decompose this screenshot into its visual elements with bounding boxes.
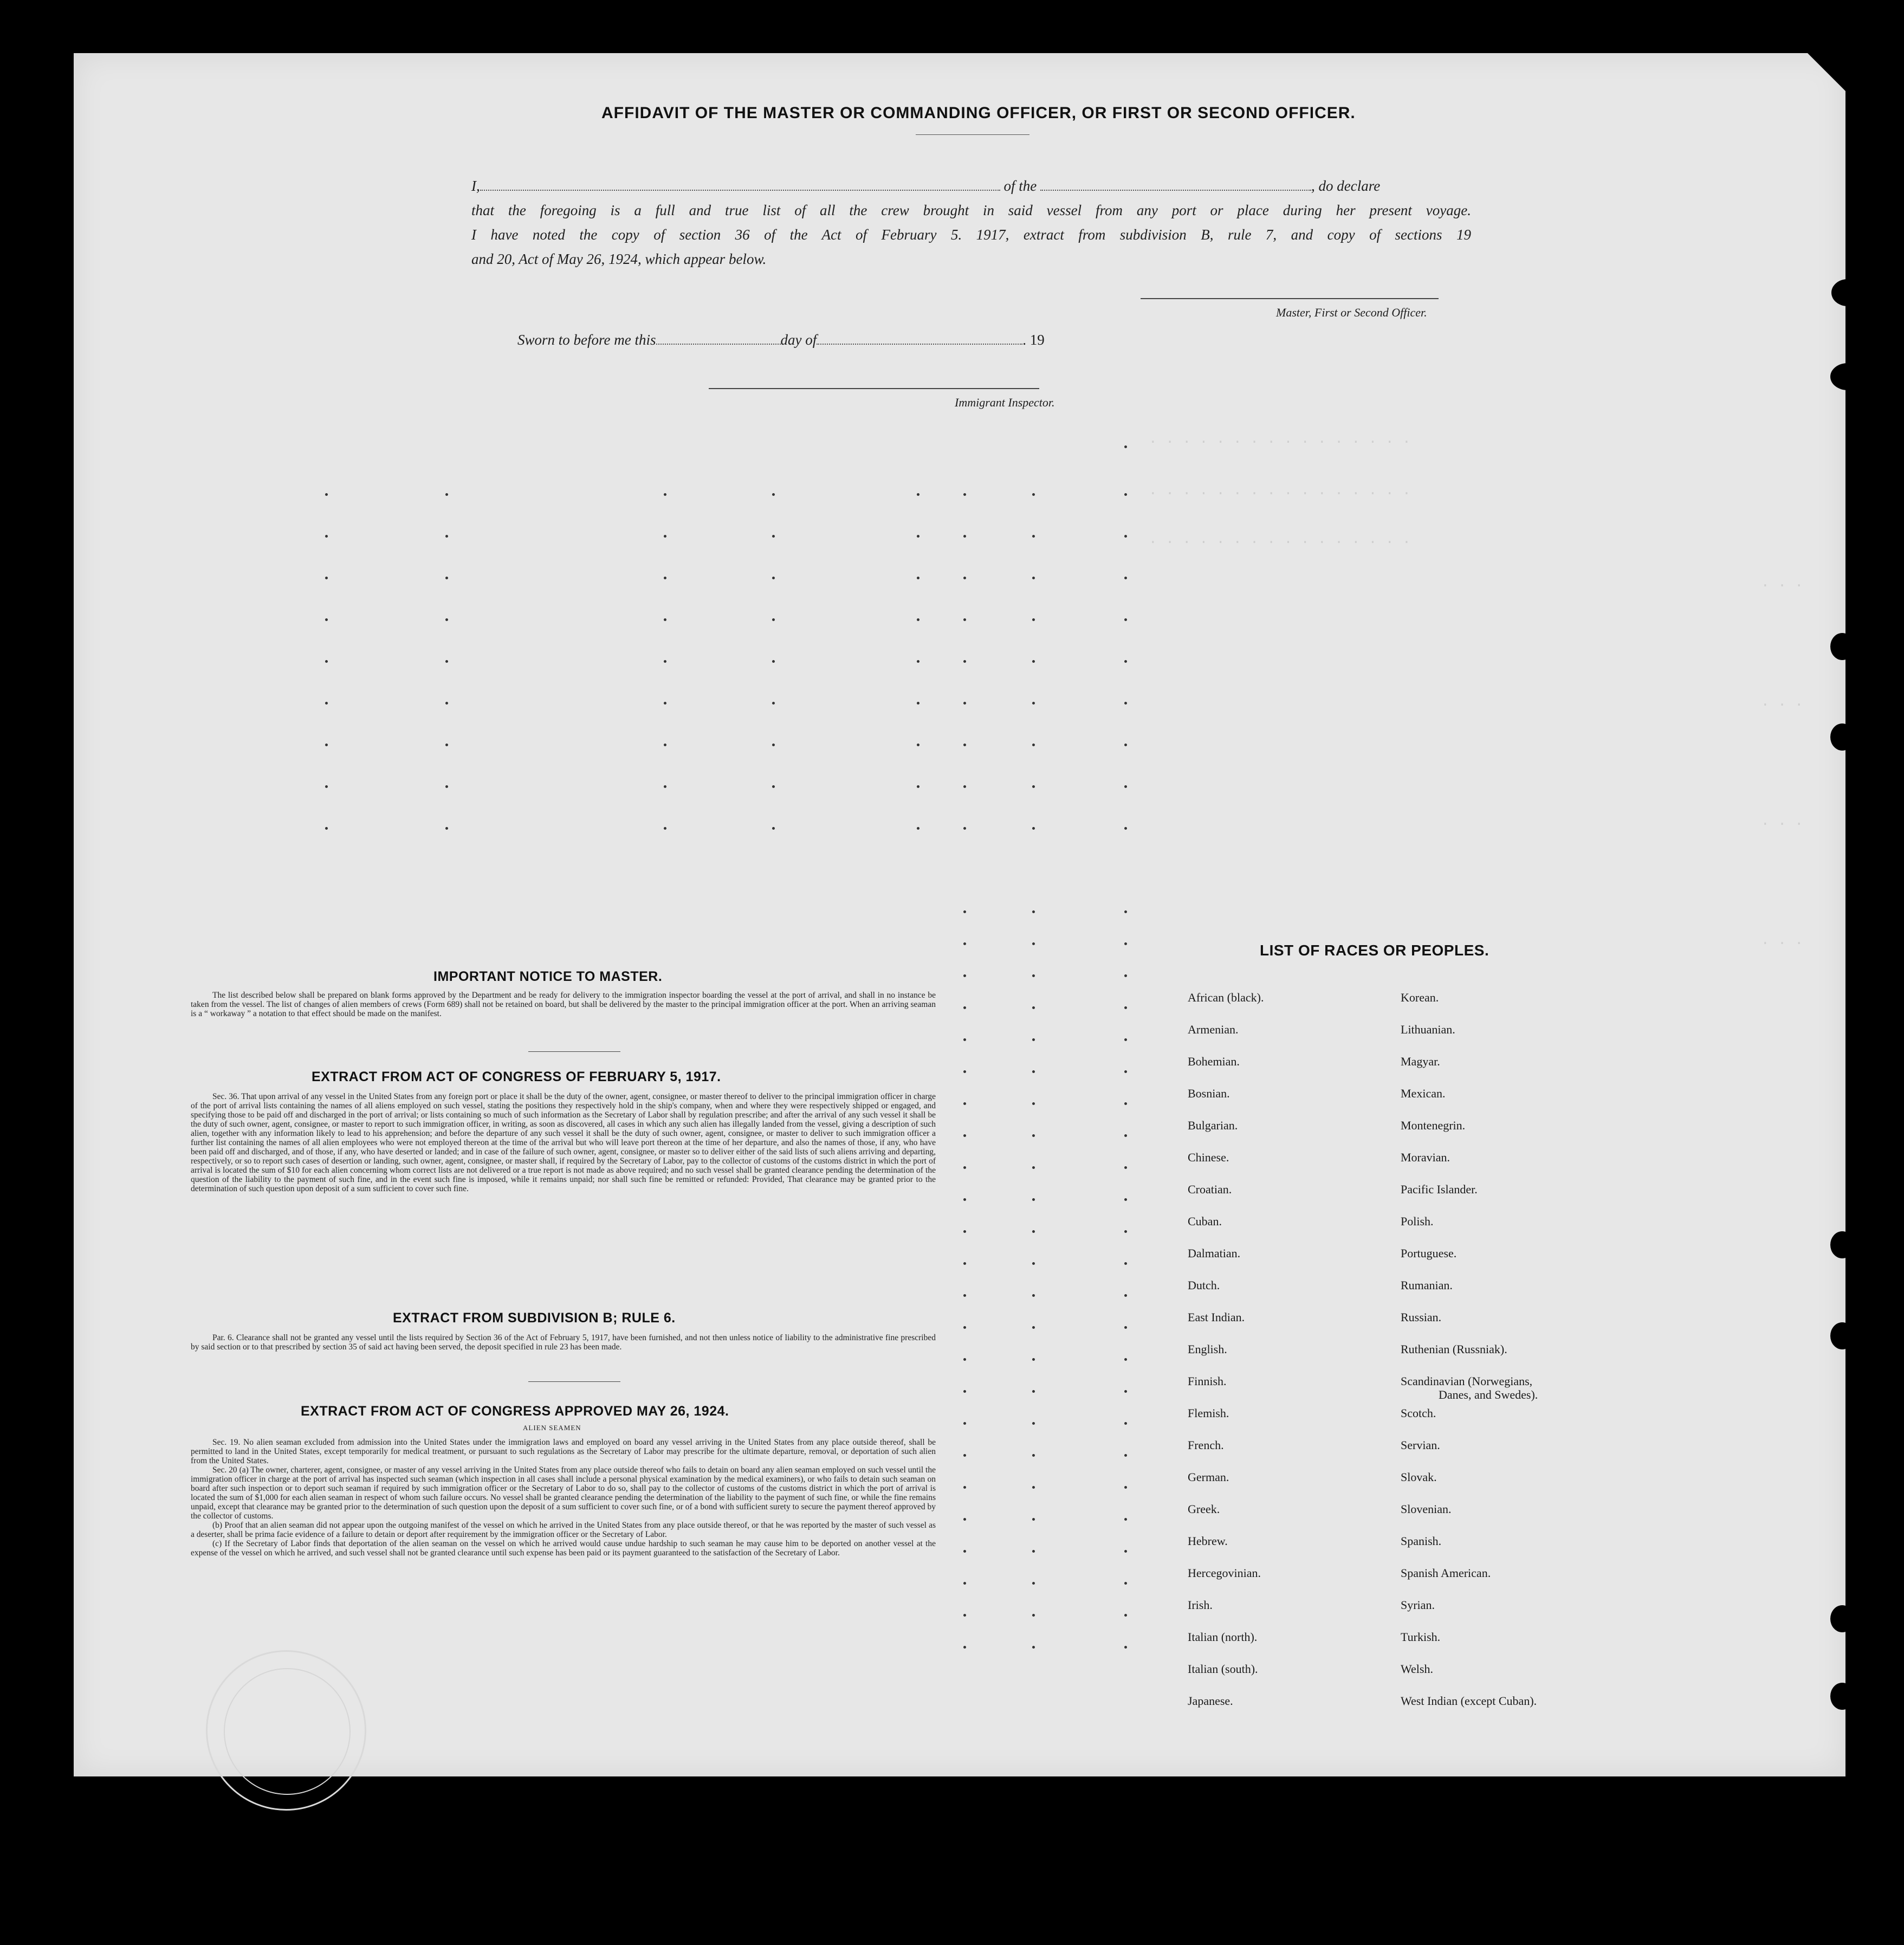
race-item: Montenegrin. <box>1401 1119 1466 1132</box>
leader-dot <box>1124 1134 1127 1137</box>
race-item: West Indian (except Cuban). <box>1401 1694 1537 1708</box>
vessel-blank[interactable] <box>1040 190 1311 191</box>
leader-dot <box>325 577 328 579</box>
leader-dot <box>325 744 328 746</box>
extract-1917-title: EXTRACT FROM ACT OF CONGRESS OF FEBRUARY 5, 1917. <box>312 1069 721 1084</box>
leader-dot <box>1124 1294 1127 1297</box>
leader-dot <box>772 535 775 538</box>
punch-hole <box>1830 1322 1854 1349</box>
race-item: Dutch. <box>1188 1278 1220 1292</box>
affidavit-line-3: and 20, Act of May 26, 1924, which appear below. <box>471 251 767 267</box>
leader-dot <box>917 744 919 746</box>
race-item: Irish. <box>1188 1598 1213 1612</box>
leader-dot <box>325 827 328 830</box>
leader-dot <box>445 744 448 746</box>
races-title: LIST OF RACES OR PEOPLES. <box>1260 942 1489 959</box>
leader-dot <box>963 1198 966 1201</box>
leader-dot <box>963 1166 966 1169</box>
leader-dot <box>1032 1614 1035 1617</box>
leader-dot <box>1032 910 1035 913</box>
embossed-seal <box>206 1650 366 1811</box>
race-item: Rumanian. <box>1401 1278 1453 1292</box>
punch-hole <box>1830 363 1865 390</box>
leader-dot <box>664 577 666 579</box>
leader-dot <box>772 827 775 830</box>
extract-1917-body <box>191 1092 936 1193</box>
race-item: Spanish American. <box>1401 1566 1491 1580</box>
leader-dot <box>963 1134 966 1137</box>
leader-dot <box>917 618 919 621</box>
leader-dot <box>1124 974 1127 977</box>
leader-dot <box>772 493 775 496</box>
leader-dot <box>1032 1454 1035 1457</box>
leader-dot <box>963 785 966 788</box>
leader-dot <box>963 1614 966 1617</box>
leader-dot <box>325 618 328 621</box>
punch-hole <box>1830 1231 1854 1258</box>
title-underline <box>916 134 1029 135</box>
leader-dot <box>963 1262 966 1265</box>
leader-dot <box>963 1550 966 1553</box>
race-item: Bulgarian. <box>1188 1119 1238 1132</box>
affidavit-declaration-line <box>471 178 1380 195</box>
name-blank[interactable] <box>480 190 1000 191</box>
leader-dot <box>963 1422 966 1425</box>
leader-dot <box>1032 660 1035 663</box>
punch-hole <box>1830 1605 1854 1632</box>
leader-dot <box>1032 535 1035 538</box>
leader-dot <box>1124 785 1127 788</box>
race-item: Armenian. <box>1188 1023 1239 1036</box>
leader-dot <box>1124 1582 1127 1585</box>
bleed-through-text: . . . <box>1761 574 1804 591</box>
year-prefix: . 19 <box>1022 332 1045 348</box>
leader-dot <box>1124 445 1127 448</box>
race-item: Croatian. <box>1188 1182 1232 1196</box>
leader-dot <box>1032 1230 1035 1233</box>
leader-dot <box>445 660 448 663</box>
leader-dot <box>963 535 966 538</box>
race-item: Japanese. <box>1188 1694 1233 1708</box>
leader-dot <box>772 660 775 663</box>
sworn-line <box>517 332 1045 348</box>
race-item: Hebrew. <box>1188 1534 1228 1548</box>
leader-dot <box>664 618 666 621</box>
leader-dot <box>1124 535 1127 538</box>
leader-dot <box>1032 1518 1035 1521</box>
leader-dot <box>1124 1614 1127 1617</box>
extract-1917-paragraph: Sec. 36. That upon arrival of any vessel in the United States from any foreign port or place it shall be the duty of the owner, agent, consignee, or master thereof to deliver to the principal immigration officer in charge of the port of arrival lists containing the names of all aliens employed on such vessel, stating the positions they respectively hold in the ship's company, when and where they were respectively shipped or engaged, and specifying those to be paid off and discharged in the port of arrival; or lists containing so much of such information as the Secretary of Labor shall by regulation prescribe; and after the arrival of any such vessel it shall be the duty of such owner, agent, consignee, or master to report to such immigration officer, in writing, as soon as discovered, all cases in which any such alien has illegally landed from the vessel, giving a description of such alien, together with any information likely to lead to his apprehension; and before the departure of any such vessel it shall be the duty of such owner, agent, consignee, or master to deliver to such immigration officer a further list containing the names of all alien employees who were not employed thereon at the time of the arrival but who will leave port thereon at the time of her departure, and also the names of those, if any, who have been paid off and discharged, and of those, if any, who have deserted or landed; and in case of the failure of such owner, agent, consignee, or master so to deliver either of the said lists of such aliens arriving and departing, respectively, or so to report such cases of desertion or landing, such owner, agent, consignee, or master shall, if required by the Secretary of Labor, pay to the collector of customs of the customs district in which the port of arrival is located the sum of $10 for each alien concerning whom correct lists are not delivered or a true report is not made as above required; and no such vessel shall be granted clearance pending the determination of the question of the liability to the payment of such fine, and in the event such fine is imposed, while it remains unpaid; nor shall such fine be remitted or refunded: Provided, That clearance may be granted prior to the determination of such question upon deposit of a sum sufficient to cover such fine. <box>191 1092 936 1193</box>
leader-dot <box>963 493 966 496</box>
leader-dot <box>1032 493 1035 496</box>
race-item: Scandinavian (Norwegians, <box>1401 1374 1533 1388</box>
leader-dot <box>1124 1070 1127 1073</box>
extract-1924-title: EXTRACT FROM ACT OF CONGRESS APPROVED MAY 26, 1924. <box>301 1404 729 1419</box>
race-item: Spanish. <box>1401 1534 1442 1548</box>
notice-title: IMPORTANT NOTICE TO MASTER. <box>433 969 663 984</box>
leader-dot <box>963 660 966 663</box>
leader-dot <box>963 910 966 913</box>
race-item: Finnish. <box>1188 1374 1227 1388</box>
leader-dot <box>1124 1326 1127 1329</box>
leader-dot <box>1124 1454 1127 1457</box>
leader-dot <box>1124 942 1127 945</box>
race-item: Welsh. <box>1401 1662 1433 1676</box>
race-item: Hercegovinian. <box>1188 1566 1261 1580</box>
leader-dot <box>1032 1294 1035 1297</box>
leader-dot <box>445 493 448 496</box>
bleed-through-text: . . . . . . . . . . . . . . . . <box>1149 482 1411 499</box>
race-item: Polish. <box>1401 1214 1434 1228</box>
inspector-signature-line[interactable] <box>709 388 1039 389</box>
leader-dot <box>1032 1550 1035 1553</box>
leader-dot <box>917 785 919 788</box>
leader-dot <box>325 702 328 705</box>
leader-dot <box>772 577 775 579</box>
leader-dot <box>963 577 966 579</box>
race-item: Greek. <box>1188 1502 1220 1516</box>
leader-dot <box>664 702 666 705</box>
leader-dot <box>963 1326 966 1329</box>
race-item: Scotch. <box>1401 1406 1436 1420</box>
leader-dot <box>1032 1326 1035 1329</box>
day-blank[interactable] <box>656 344 781 345</box>
race-item: Slovak. <box>1401 1470 1437 1484</box>
race-item: African (black). <box>1188 991 1264 1004</box>
leader-dot <box>664 660 666 663</box>
leader-dot <box>772 618 775 621</box>
leader-dot <box>917 493 919 496</box>
leader-dot <box>1032 942 1035 945</box>
leader-dot <box>1124 660 1127 663</box>
leader-dot <box>1032 1070 1035 1073</box>
race-item: French. <box>1188 1438 1224 1452</box>
leader-dot <box>1032 1390 1035 1393</box>
race-item: English. <box>1188 1342 1227 1356</box>
notice-body <box>191 991 936 1018</box>
leader-dot <box>917 827 919 830</box>
leader-dot <box>1124 493 1127 496</box>
race-item: Korean. <box>1401 991 1439 1004</box>
section-divider <box>528 1051 620 1052</box>
punch-hole <box>1831 279 1864 306</box>
leader-dot <box>963 1518 966 1521</box>
leader-dot <box>664 535 666 538</box>
race-item: Bohemian. <box>1188 1055 1240 1068</box>
leader-dot <box>1124 1550 1127 1553</box>
leader-dot <box>325 493 328 496</box>
leader-dot <box>963 1294 966 1297</box>
leader-dot <box>1124 1006 1127 1009</box>
race-item: Servian. <box>1401 1438 1440 1452</box>
leader-dot <box>445 827 448 830</box>
leader-dot <box>1032 1166 1035 1169</box>
affidavit-line-2: I have noted the copy of section 36 of the Act of February 5. 1917, extract from subdivision B, rule 7, and copy of sections 19 <box>471 227 1471 243</box>
leader-dot <box>1124 577 1127 579</box>
leader-dot <box>445 535 448 538</box>
leader-dot <box>963 1230 966 1233</box>
race-item: Moravian. <box>1401 1151 1450 1164</box>
race-item: Pacific Islander. <box>1401 1182 1478 1196</box>
leader-dot <box>1124 1038 1127 1041</box>
leader-dot <box>1032 1134 1035 1137</box>
leader-dot <box>1032 1646 1035 1649</box>
bleed-through-text: . . . . . . . . . . . . . . . . <box>1149 431 1411 447</box>
section-divider <box>528 1381 620 1382</box>
sworn-prefix: Sworn to before me this <box>517 332 656 348</box>
race-item: Italian (north). <box>1188 1630 1258 1644</box>
leader-dot <box>445 702 448 705</box>
leader-dot <box>1032 744 1035 746</box>
leader-dot <box>1032 618 1035 621</box>
leader-dot <box>1032 1422 1035 1425</box>
leader-dot <box>1032 702 1035 705</box>
race-item: Bosnian. <box>1188 1087 1230 1100</box>
race-item: Ruthenian (Russniak). <box>1401 1342 1507 1356</box>
leader-dot <box>1032 1582 1035 1585</box>
leader-dot <box>1124 827 1127 830</box>
leader-dot <box>963 744 966 746</box>
leader-dot <box>1124 910 1127 913</box>
leader-dot <box>664 493 666 496</box>
master-signature-caption: Master, First or Second Officer. <box>1276 306 1427 319</box>
leader-dot <box>1124 618 1127 621</box>
bleed-through-text: . . . <box>1761 694 1804 710</box>
leader-dot <box>1124 1262 1127 1265</box>
extract-rule6-body <box>191 1333 936 1352</box>
day-of-label: day of <box>780 332 817 348</box>
race-item: Slovenian. <box>1401 1502 1452 1516</box>
leader-dot <box>963 1102 966 1105</box>
punch-hole <box>1830 1683 1854 1710</box>
leader-dot <box>963 1006 966 1009</box>
race-item: East Indian. <box>1188 1310 1245 1324</box>
leader-dot <box>1124 1102 1127 1105</box>
leader-dot <box>772 785 775 788</box>
race-item: Cuban. <box>1188 1214 1222 1228</box>
leader-dot <box>1124 702 1127 705</box>
punch-hole <box>1830 633 1854 660</box>
race-item: Magyar. <box>1401 1055 1440 1068</box>
leader-dot <box>963 1358 966 1361</box>
leader-dot <box>1032 1486 1035 1489</box>
leader-dot <box>1032 1038 1035 1041</box>
leader-dot <box>1032 577 1035 579</box>
leader-dot <box>445 785 448 788</box>
master-signature-line[interactable] <box>1141 298 1439 299</box>
race-item: Syrian. <box>1401 1598 1435 1612</box>
leader-dot <box>772 702 775 705</box>
leader-dot <box>1032 1358 1035 1361</box>
leader-dot <box>1124 1358 1127 1361</box>
leader-dot <box>1032 827 1035 830</box>
leader-dot <box>917 702 919 705</box>
leader-dot <box>445 577 448 579</box>
alien-seamen-subtitle: ALIEN SEAMEN <box>523 1424 581 1432</box>
leader-dot <box>772 744 775 746</box>
leader-dot <box>1124 744 1127 746</box>
leader-dot <box>963 702 966 705</box>
leader-dot <box>963 618 966 621</box>
leader-dot <box>963 974 966 977</box>
inspector-signature-caption: Immigrant Inspector. <box>955 396 1055 409</box>
leader-dot <box>1124 1230 1127 1233</box>
leader-dot <box>963 942 966 945</box>
leader-dot <box>963 1454 966 1457</box>
race-item: Lithuanian. <box>1401 1023 1455 1036</box>
leader-dot <box>1032 785 1035 788</box>
leader-dot <box>325 535 328 538</box>
i-label: I, <box>471 178 480 194</box>
leader-dot <box>917 535 919 538</box>
sec-20a-paragraph: Sec. 20 (a) The owner, charterer, agent, consignee, or master of any vessel arriving in the United States from any place outside thereof who fails to detain on board any alien seaman employed on such vessel until the immigration officer in charge at the port of arrival has inspected such seaman (which inspection in all cases shall include a personal physical examination by the medical examiners), or who fails to detain such seaman on board after such inspection or to deport such seaman if required by such immigration officer or the Secretary of Labor to do so, shall pay to the collector of customs of the customs district in which the port of arrival is located the sum of $1,000 for each alien seaman in respect of whom such failure occurs. No vessel shall be granted clearance pending the determination of the liability to the payment of such fine, or while the fine remains unpaid, except that clearance may be granted prior to the determination of such question upon the deposit of a sum sufficient to cover such fine, or of a bond with sufficient surety to secure the payment thereof approved by the collector of customs. <box>191 1465 936 1521</box>
punch-hole <box>1830 723 1854 751</box>
extract-rule6-paragraph: Par. 6. Clearance shall not be granted any vessel until the lists required by Section 36 of the Act of February 5, 1917, have been furnished, and not then unless notice of liability to the administrative fine prescribed by said section or to that prescribed by section 35 of said act having been served, the deposit specified in rule 23 has been made. <box>191 1333 936 1352</box>
leader-dot <box>963 1070 966 1073</box>
do-declare-label: , do declare <box>1311 178 1381 194</box>
race-item: Flemish. <box>1188 1406 1229 1420</box>
leader-dot <box>445 618 448 621</box>
leader-dot <box>1124 1390 1127 1393</box>
extract-rule6-title: EXTRACT FROM SUBDIVISION B; RULE 6. <box>393 1310 676 1326</box>
leader-dot <box>963 1486 966 1489</box>
leader-dot <box>664 785 666 788</box>
race-item: Italian (south). <box>1188 1662 1258 1676</box>
leader-dot <box>1032 1198 1035 1201</box>
leader-dot <box>963 1582 966 1585</box>
leader-dot <box>917 660 919 663</box>
month-blank[interactable] <box>817 344 1022 345</box>
affidavit-title: AFFIDAVIT OF THE MASTER OR COMMANDING OFFICER, OR FIRST OR SECOND OFFICER. <box>601 104 1356 122</box>
leader-dot <box>1124 1486 1127 1489</box>
leader-dot <box>664 744 666 746</box>
race-item-continuation: Danes, and Swedes). <box>1439 1388 1538 1401</box>
leader-dot <box>1124 1518 1127 1521</box>
leader-dot <box>1124 1166 1127 1169</box>
notice-paragraph: The list described below shall be prepared on blank forms approved by the Department and be ready for delivery to the immigration inspector boarding the vessel at the port of arrival, and shall in no instance be taken from the vessel. The list of changes of alien members of crews (Form 689) shall not be retained on board, but shall be delivered by the master to the principal immigration officer at the port. When an arriving seaman is a “ workaway ” a notation to that effect should be made on the manifest. <box>191 991 936 1018</box>
leader-dot <box>1124 1646 1127 1649</box>
race-item: Turkish. <box>1401 1630 1441 1644</box>
leader-dot <box>963 827 966 830</box>
leader-dot <box>1032 1262 1035 1265</box>
race-item: Russian. <box>1401 1310 1442 1324</box>
bleed-through-text: . . . <box>1761 813 1804 829</box>
leader-dot <box>917 577 919 579</box>
leader-dot <box>963 1038 966 1041</box>
leader-dot <box>1124 1422 1127 1425</box>
race-item: Chinese. <box>1188 1151 1229 1164</box>
bleed-through-text: . . . <box>1761 932 1804 948</box>
leader-dot <box>963 1390 966 1393</box>
race-item: Dalmatian. <box>1188 1246 1241 1260</box>
sec-20b-paragraph: (b) Proof that an alien seaman did not appear upon the outgoing manifest of the vessel on which he arrived in the United States from any place outside thereof, or that he was reported by the master of such vessel as a deserter, shall be prima facie evidence of a failure to detain or deport after requirement by the immigration officer or the Secretary of Labor. <box>191 1521 936 1539</box>
sec-20c-paragraph: (c) If the Secretary of Labor finds that deportation of the alien seaman on the vessel on which he arrived would cause undue hardship to such seaman he may cause him to be deported on another vessel at the expense of the vessel on which he arrived, and such vessel shall not be granted clearance until such expense has been paid or its payment guaranteed to the satisfaction of the Secretary of Labor. <box>191 1539 936 1558</box>
extract-1924-body <box>191 1438 936 1558</box>
leader-dot <box>1124 1198 1127 1201</box>
leader-dot <box>963 1646 966 1649</box>
race-item: Portuguese. <box>1401 1246 1457 1260</box>
folded-corner <box>1808 53 1845 91</box>
sec-19-paragraph: Sec. 19. No alien seaman excluded from admission into the United States under the immigration laws and employed on board any vessel arriving in the United States from any place outside thereof, shall be permitted to land in the United States, except temporarily for medical treatment, or pursuant to such regulations as the Secretary of Labor may prescribe for the ultimate departure, removal, or deportation of such alien from the United States. <box>191 1438 936 1465</box>
leader-dot <box>325 660 328 663</box>
affidavit-line-1: that the foregoing is a full and true list of all the crew brought in said vessel from any port or place during her present voyage. <box>471 202 1471 218</box>
leader-dot <box>664 827 666 830</box>
leader-dot <box>1032 1102 1035 1105</box>
leader-dot <box>1032 1006 1035 1009</box>
race-item: German. <box>1188 1470 1229 1484</box>
leader-dot <box>1032 974 1035 977</box>
leader-dot <box>325 785 328 788</box>
of-the-label: of the <box>1003 178 1037 194</box>
bleed-through-text: . . . . . . . . . . . . . . . . <box>1149 531 1411 547</box>
race-item: Mexican. <box>1401 1087 1446 1100</box>
